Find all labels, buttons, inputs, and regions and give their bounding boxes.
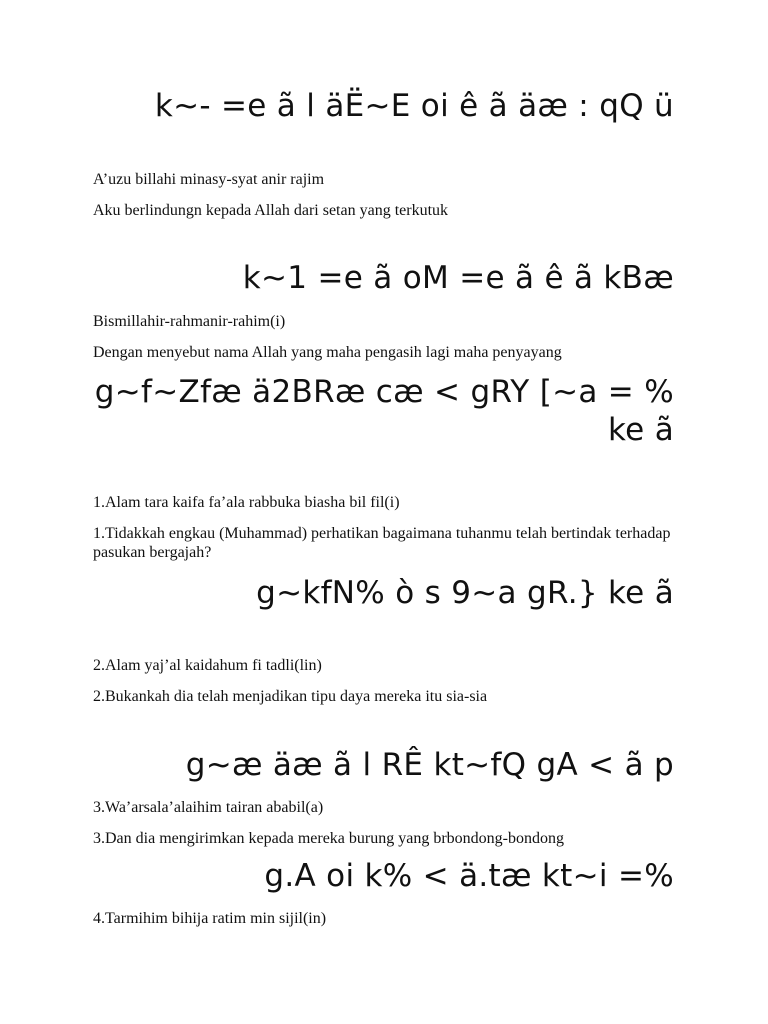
taawwudz-translation: Aku berlindungn kepada Allah dari setan yang terkutuk bbox=[93, 202, 449, 219]
verse-3-transliteration: 3.Wa’arsala’alaihim tairan ababil(a) bbox=[93, 799, 324, 816]
taawwudz-transliteration: A’uzu billahi minasy-syat anir rajim bbox=[93, 171, 325, 188]
verse-4-arabic-text: g.A oi k% < ä.tæ kt~i =% bbox=[264, 858, 674, 894]
basmalah-transliteration: Bismillahir-rahmanir-rahim(i) bbox=[93, 313, 286, 330]
verse-2-translation: 2.Bukankah dia telah menjadikan tipu daya mereka itu sia-sia bbox=[93, 688, 488, 705]
basmalah-translation: Dengan menyebut nama Allah yang maha pengasih lagi maha penyayang bbox=[93, 344, 562, 361]
taawwudz-arabic-text: k~- =e ã l äË~E oi ê ã äæ : qQ ü bbox=[154, 88, 674, 124]
verse-2-arabic-text: g~kfN% ò s 9~a gR.} ke ã bbox=[256, 575, 674, 611]
verse-3-translation: 3.Dan dia mengirimkan kepada mereka burung yang brbondong-bondong bbox=[93, 830, 564, 847]
verse-3-arabic-text: g~æ äæ ã l RÊ kt~fQ gA < ã p bbox=[185, 747, 674, 783]
verse-1-translation: 1.Tidakkah engkau (Muhammad) perhatikan bagaimana tuhanmu telah bertindak terhadap pasukan bergajah? bbox=[93, 525, 671, 561]
verse-1-arabic-text: g~f~Zfæ ä2BRæ cæ < gRY [~a = % ke ã bbox=[94, 374, 674, 448]
verse-1-transliteration: 1.Alam tara kaifa fa’ala rabbuka biasha bil fil(i) bbox=[93, 494, 400, 511]
basmalah-arabic-text: k~1 =e ã oM =e ã ê ã kBæ bbox=[242, 260, 674, 296]
verse-4-transliteration: 4.Tarmihim bihija ratim min sijil(in) bbox=[93, 910, 327, 927]
verse-2-transliteration: 2.Alam yaj’al kaidahum fi tadli(lin) bbox=[93, 657, 322, 674]
